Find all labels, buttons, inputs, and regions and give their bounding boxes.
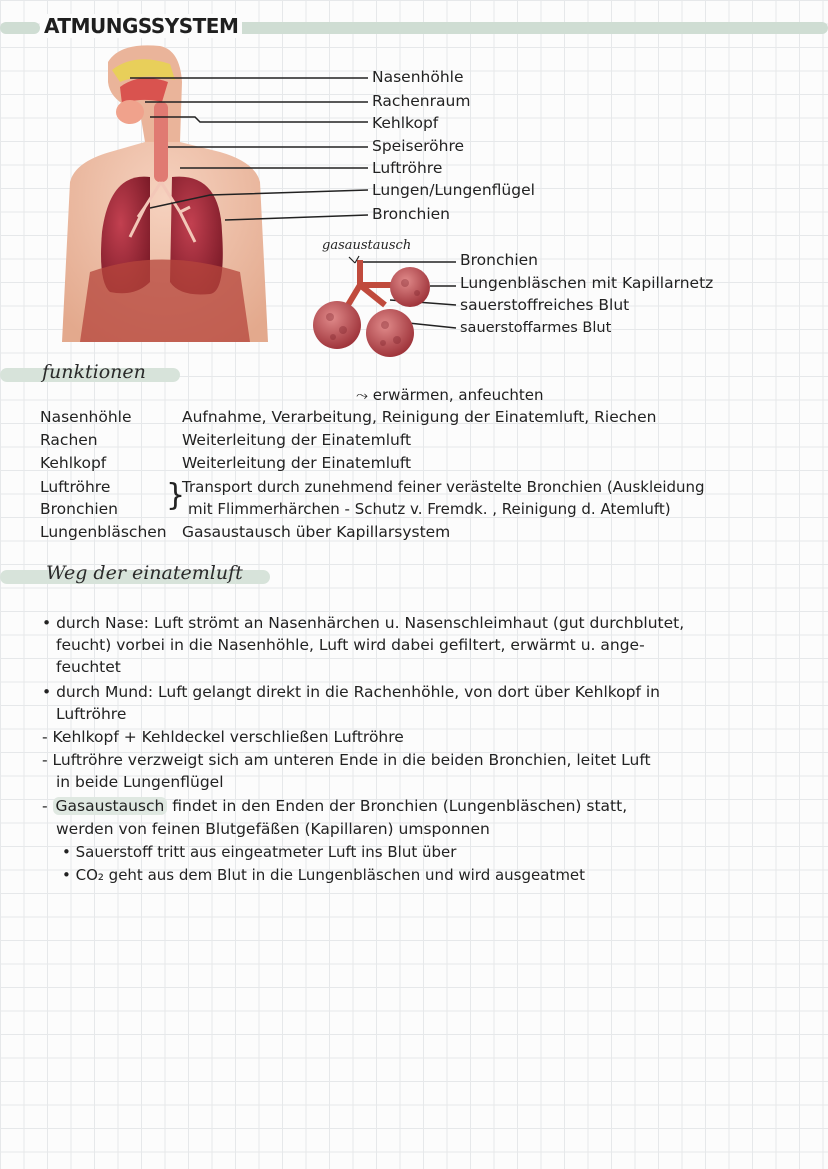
label-lungenblaeschen: Lungenbläschen mit Kapillarnetz bbox=[460, 274, 714, 292]
function-row-5: mit Flimmerhärchen - Schutz v. Fremdk. , Reinigung d. Atemluft) bbox=[188, 500, 671, 518]
function-row-2: Weiterleitung der Einatemluft bbox=[182, 431, 412, 449]
label-luftroehre: Luftröhre bbox=[372, 159, 443, 177]
alveoli-illustration bbox=[305, 255, 445, 360]
section-heading-funktionen: funktionen bbox=[42, 361, 146, 383]
gasaustausch-highlight: Gasaustausch bbox=[53, 797, 168, 815]
label-bronchien: Bronchien bbox=[372, 205, 450, 223]
label-alveoli-bronchien: Bronchien bbox=[460, 251, 538, 269]
label-speiseroehre: Speiseröhre bbox=[372, 137, 465, 155]
weg-line-2: feucht) vorbei in die Nasenhöhle, Luft wird dabei gefiltert, erwärmt u. ange- bbox=[56, 636, 645, 654]
weg-line-1: • durch Nase: Luft strömt an Nasenhärchen u. Nasenschleimhaut (gut durchblutet, bbox=[42, 614, 685, 632]
label-kehlkopf: Kehlkopf bbox=[372, 114, 439, 132]
sub-bullet-1: • Sauerstoff tritt aus eingeatmeter Luft ins Blut über bbox=[62, 843, 457, 861]
weg-line-9: - Gasaustausch findet in den Enden der Bronchien (Lungenbläschen) statt, bbox=[42, 797, 628, 815]
sub-bullet-2: • CO₂ geht aus dem Blut in die Lungenbläschen und wird ausgeatmet bbox=[62, 866, 586, 884]
section-heading-weg: Weg der einatemluft bbox=[46, 562, 243, 584]
weg-line-7: - Luftröhre verzweigt sich am unteren Ende in die beiden Bronchien, leitet Luft bbox=[42, 751, 651, 769]
weg-line-8: in beide Lungenflügel bbox=[56, 773, 224, 791]
label-gasaustausch: gasaustausch bbox=[322, 238, 412, 253]
label-lungen: Lungen/Lungenflügel bbox=[372, 181, 535, 199]
organ-row-2: Rachen bbox=[40, 431, 98, 449]
label-sauerstoffarm: sauerstoffarmes Blut bbox=[460, 320, 612, 336]
organ-row-3: Kehlkopf bbox=[40, 454, 107, 472]
page-title: ATMUNGSSYSTEM bbox=[40, 14, 242, 38]
weg-line-5: Luftröhre bbox=[56, 705, 127, 723]
organ-row-5: Bronchien bbox=[40, 500, 118, 518]
organ-row-1: Nasenhöhle bbox=[40, 408, 132, 426]
note-arrow: ⤳ erwärmen, anfeuchten bbox=[356, 386, 544, 404]
label-sauerstoffreich: sauerstoffreiches Blut bbox=[460, 296, 630, 314]
brace-icon: } bbox=[166, 478, 186, 513]
function-row-3: Weiterleitung der Einatemluft bbox=[182, 454, 412, 472]
note-erwaermen: erwärmen, anfeuchten bbox=[372, 386, 544, 404]
weg-line-6: - Kehlkopf + Kehldeckel verschließen Luftröhre bbox=[42, 728, 404, 746]
weg-line-10: werden von feinen Blutgefäßen (Kapillaren) umsponnen bbox=[56, 820, 490, 838]
weg-line-3: feuchtet bbox=[56, 658, 121, 676]
organ-row-6: Lungenbläschen bbox=[40, 523, 167, 541]
gasaustausch-rest: findet in den Enden der Bronchien (Lungenbläschen) statt, bbox=[167, 797, 628, 815]
organ-row-4: Luftröhre bbox=[40, 478, 111, 496]
label-rachenraum: Rachenraum bbox=[372, 92, 471, 110]
function-row-4: Transport durch zunehmend feiner verästelte Bronchien (Auskleidung bbox=[182, 478, 705, 496]
function-row-6: Gasaustausch über Kapillarsystem bbox=[182, 523, 451, 541]
weg-line-4: • durch Mund: Luft gelangt direkt in die Rachenhöhle, von dort über Kehlkopf in bbox=[42, 683, 661, 701]
label-nasenhoehle: Nasenhöhle bbox=[372, 68, 464, 86]
function-row-1: Aufnahme, Verarbeitung, Reinigung der Einatemluft, Riechen bbox=[182, 408, 657, 426]
